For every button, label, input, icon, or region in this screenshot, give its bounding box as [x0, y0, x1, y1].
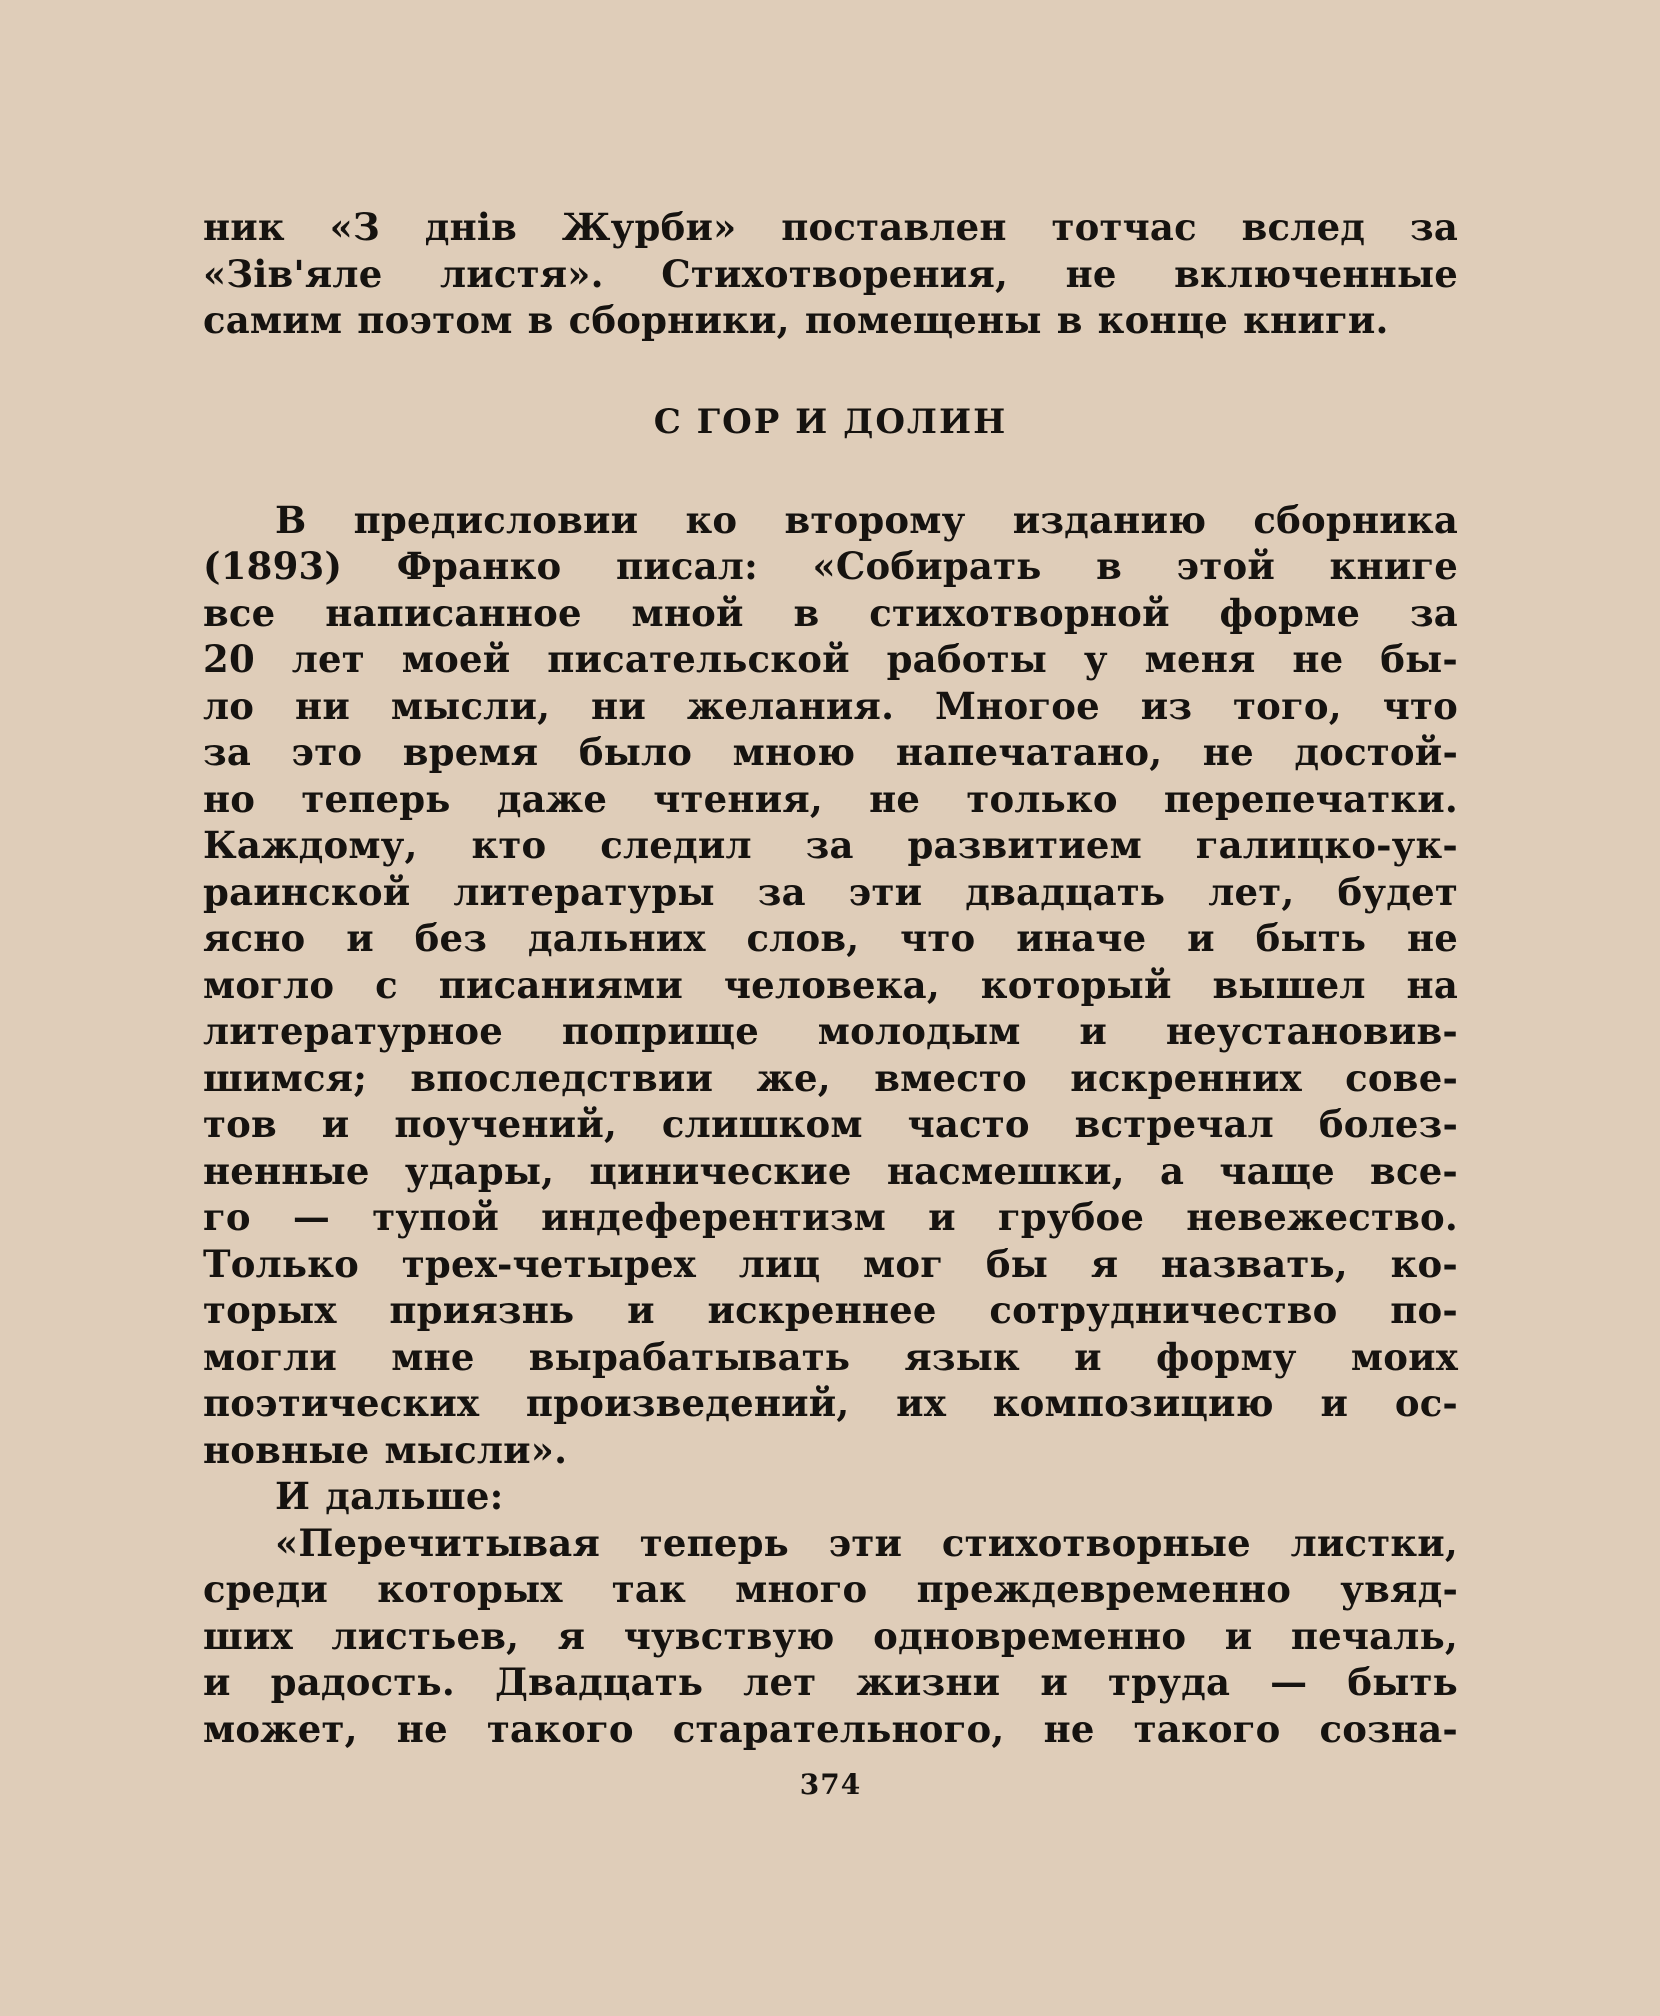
paragraph-and-further	[203, 1473, 1458, 1520]
paragraph-rereading-quote	[203, 1520, 1458, 1753]
section-title: С ГОР И ДОЛИН	[653, 401, 1008, 442]
text-line: В предисловии ко второму изданию сборника	[275, 497, 1458, 542]
text-line: «Зів'яле листя». Стихотворения, не включенные	[203, 251, 1458, 296]
text-line: шимся; впоследствии же, вместо искренних сове-	[203, 1055, 1458, 1100]
text-line: раинской литературы за эти двадцать лет, будет	[203, 869, 1458, 914]
text-line: за это время было мною напечатано, не достой-	[203, 730, 1458, 774]
text-line: но теперь даже чтения, не только перепечатки.	[203, 776, 1458, 821]
text-line: го — тупой индеферентизм и грубое невежество.	[203, 1195, 1458, 1239]
text-line: тов и поучений, слишком часто встречал болез-	[203, 1102, 1458, 1146]
text-line: 20 лет моей писательской работы у меня не бы-	[203, 637, 1458, 681]
book-page	[203, 204, 1458, 1804]
paragraph-preface-quote	[203, 497, 1458, 1474]
text-line: Каждому, кто следил за развитием галицко-ук-	[203, 823, 1458, 867]
text-line: Только трех-четырех лиц мог бы я назвать, ко-	[203, 1241, 1458, 1286]
text-line: ло ни мысли, ни желания. Многое из того, что	[203, 683, 1458, 728]
page-number: 374	[799, 1768, 862, 1801]
intro-paragraph	[203, 204, 1458, 344]
text-line: все написанное мной в стихотворной форме за	[203, 590, 1458, 635]
text-line: торых приязнь и искреннее сотрудничество по-	[203, 1288, 1458, 1332]
text-line: ненные удары, цинические насмешки, а чаще все-	[203, 1148, 1458, 1193]
text-line: поэтических произведений, их композицию и ос-	[203, 1381, 1458, 1425]
text-line: среди которых так много преждевременно увяд-	[203, 1567, 1458, 1611]
text-line: «Перечитывая теперь эти стихотворные листки,	[275, 1520, 1458, 1565]
text-line: И дальше:	[275, 1474, 504, 1518]
text-line: могло с писаниями человека, который вышел на	[203, 962, 1458, 1007]
text-line: новные мысли».	[203, 1427, 568, 1472]
text-line: самим поэтом в сборники, помещены в конце книги.	[203, 298, 1389, 342]
text-line: ших листьев, я чувствую одновременно и печаль,	[203, 1613, 1458, 1658]
text-line: могли мне вырабатывать язык и форму моих	[203, 1334, 1458, 1379]
text-line: ник «З днів Журби» поставлен тотчас вслед за	[203, 205, 1458, 249]
text-line: литературное поприще молодым и неустановив-	[203, 1009, 1458, 1053]
text-line: (1893) Франко писал: «Собирать в этой книге	[203, 544, 1458, 588]
text-line: ясно и без дальних слов, что иначе и быть не	[203, 916, 1458, 960]
text-line: может, не такого старательного, не такого созна-	[203, 1706, 1458, 1751]
text-line: и радость. Двадцать лет жизни и труда — быть	[203, 1660, 1458, 1704]
